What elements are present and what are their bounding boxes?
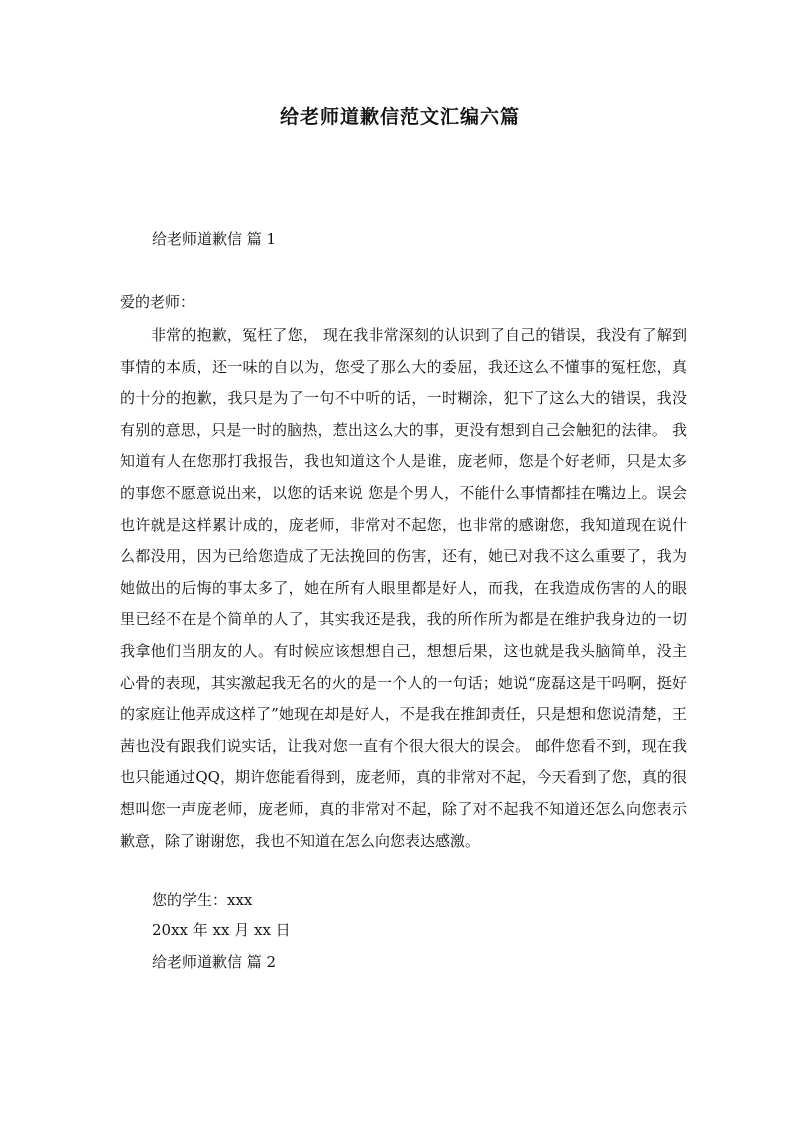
section-heading-2: 给老师道歉信 篇 2 (152, 953, 277, 971)
letter-date: 20xx 年 xx 月 xx 日 (152, 921, 291, 939)
letter-salutation: 爱的老师： (120, 293, 196, 311)
letter-body: 非常的抱歉，冤枉了您， 现在我非常深刻的认识到了自己的错误，我没有了解到事情的本质，还一味的自以为，您受了那么大的委屈，我还这么不懂事的冤枉您，真的十分的抱歉，我只是为了一句不中听的话，一时糊涂，犯下了这么大的错误，我没有别的意思，只是一时的脑热，惹出这么大的事，更没有想到自己会触犯的法律。 我知道有人在您那打我报告，我也知道这个人是谁，庞老师，您是个好老师，只是太多的事您不愿意说出来，以您的话来说 您是个男人，不能什么事情都挂在嘴边上。误会也许就是这样累计成的，庞老师，非常对不起您，也非常的感谢您，我知道现在说什么都没用，因为已给您造成了无法挽回的伤害，还有，她已对我不这么重要了，我为她做出的后悔的事太多了，她在所有人眼里都是好人，而我，在我造成伤害的人的眼里已经不在是个简单的人了，其实我还是我，我的所作所为都是在维护我身边的一切我拿他们当朋友的人。有时候应该想想自己，想想后果，这也就是我头脑简单，没主心骨的表现，其实激起我无名的火的是一个人的一句话；她说“庞磊这是干吗啊，挺好的家庭让他弄成这样了”她现在却是好人，不是我在推卸责任，只是想和您说清楚，王茜也没有跟我们说实话，让我对您一直有个很大很大的误会。 邮件您看不到，现在我也只能通过QQ，期许您能看得到，庞老师，真的非常对不起，今天看到了您，真的很想叫您一声庞老师，庞老师，真的非常对不起，除了对不起我不知道还怎么向您表示歉意，除了谢谢您，我也不知道在怎么向您表达感激。 (120, 326, 687, 850)
document-title: 给老师道歉信范文汇编六篇 (279, 106, 520, 128)
letter-signoff: 您的学生：xxx (152, 891, 253, 909)
section-heading-1: 给老师道歉信 篇 1 (152, 230, 277, 248)
